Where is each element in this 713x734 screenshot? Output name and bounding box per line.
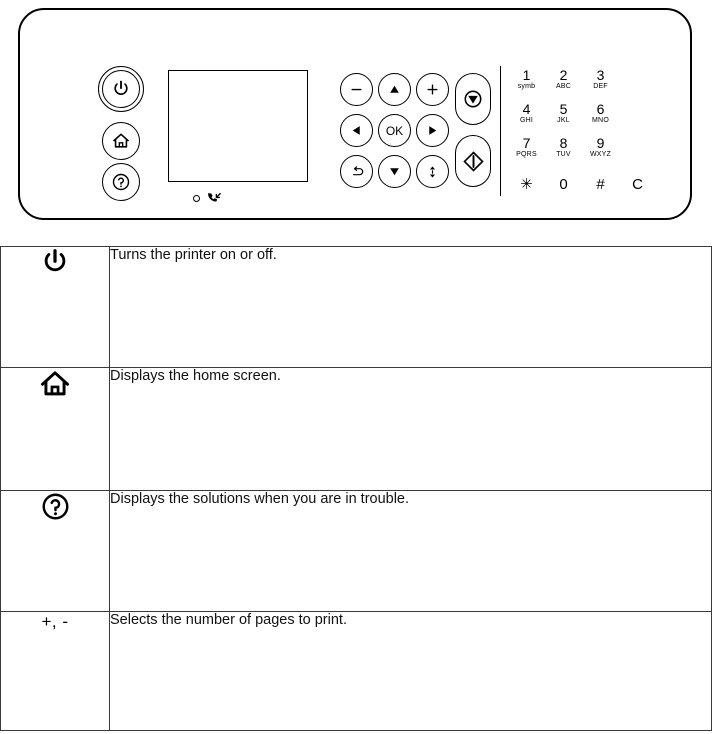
table-row	[1, 247, 712, 368]
keypad-digit: 3	[596, 67, 605, 83]
arrow-right-icon	[426, 124, 439, 137]
arrow-up-icon	[388, 83, 401, 96]
arrow-left-button[interactable]	[340, 114, 373, 147]
phone-received-icon	[205, 190, 222, 206]
home-button[interactable]	[102, 122, 140, 160]
home-icon	[111, 131, 131, 151]
lcd-display	[168, 70, 308, 182]
switch-button[interactable]	[416, 155, 449, 188]
keypad-row	[508, 68, 658, 102]
keypad-digit: 6	[596, 101, 605, 117]
table-description-cell: Displays the home screen.	[110, 368, 712, 491]
numeric-keypad	[508, 68, 658, 198]
keypad-key-clear[interactable]: C	[632, 175, 643, 193]
table-description-cell: Displays the solutions when you are in trouble.	[110, 491, 712, 612]
table-row	[1, 491, 712, 612]
arrow-right-button[interactable]	[416, 114, 449, 147]
stop-icon	[462, 88, 484, 110]
keypad-key-4[interactable]	[508, 102, 545, 136]
arrow-up-button[interactable]	[378, 73, 411, 106]
keypad-digit: 5	[559, 101, 568, 117]
keypad-symbol-row	[508, 170, 658, 198]
keypad-letters: PQRS	[516, 151, 537, 158]
button-description-table	[0, 246, 712, 731]
keypad-key-3[interactable]	[582, 68, 619, 102]
table-icon-cell	[1, 491, 110, 612]
keypad-digit: 8	[559, 135, 568, 151]
keypad-key-0[interactable]: 0	[559, 175, 568, 193]
table-icon-cell	[1, 612, 110, 731]
keypad-letters: GHI	[519, 117, 534, 124]
stop-button[interactable]	[455, 73, 491, 125]
table-description-cell: Turns the printer on or off.	[110, 247, 712, 368]
table-icon-cell	[1, 368, 110, 491]
keypad-digit: 4	[522, 101, 531, 117]
keypad-divider	[500, 66, 501, 196]
plus-icon	[425, 82, 440, 97]
arrow-down-icon	[388, 165, 401, 178]
home-icon	[39, 368, 71, 400]
back-button[interactable]	[340, 155, 373, 188]
help-button[interactable]	[102, 163, 140, 201]
table-row	[1, 612, 712, 731]
arrow-down-button[interactable]	[378, 155, 411, 188]
start-icon	[462, 150, 485, 173]
table-row	[1, 368, 712, 491]
keypad-key-8[interactable]	[545, 136, 582, 170]
plus-button[interactable]	[416, 73, 449, 106]
fax-status-indicator	[193, 190, 222, 206]
keypad-key-asterisk[interactable]: ✳	[520, 175, 533, 193]
power-icon	[40, 247, 70, 277]
keypad-key-1[interactable]	[508, 68, 545, 102]
keypad-letters: symb	[517, 83, 536, 90]
plus-minus-label: +, -	[41, 612, 69, 631]
start-button[interactable]	[455, 135, 491, 187]
control-panel-figure	[0, 0, 713, 240]
keypad-letters: DEF	[593, 83, 608, 90]
keypad-letters: JKL	[557, 117, 570, 124]
keypad-letters: MNO	[592, 117, 609, 124]
keypad-row	[508, 102, 658, 136]
power-button[interactable]	[102, 70, 140, 108]
keypad-digit: 1	[522, 67, 531, 83]
switch-arrows-icon	[425, 164, 440, 180]
power-icon	[111, 79, 131, 99]
keypad-key-2[interactable]	[545, 68, 582, 102]
keypad-key-hash[interactable]: #	[596, 175, 605, 193]
keypad-letters: WXYZ	[589, 151, 612, 158]
keypad-letters: TUV	[556, 151, 571, 158]
minus-icon	[349, 82, 364, 97]
status-led	[193, 195, 200, 202]
keypad-digit: 9	[596, 135, 605, 151]
keypad-key-7[interactable]	[508, 136, 545, 170]
navigation-key-cluster	[340, 73, 456, 189]
keypad-key-6[interactable]	[582, 102, 619, 136]
arrow-left-icon	[350, 124, 363, 137]
help-icon	[40, 491, 71, 522]
keypad-digit: 2	[559, 67, 568, 83]
keypad-row	[508, 136, 658, 170]
keypad-key-5[interactable]	[545, 102, 582, 136]
table-description-cell: Selects the number of pages to print.	[110, 612, 712, 731]
help-icon	[111, 172, 131, 192]
ok-button-label: OK	[385, 123, 404, 138]
table-icon-cell	[1, 247, 110, 368]
ok-button[interactable]	[378, 114, 411, 147]
minus-button[interactable]	[340, 73, 373, 106]
keypad-digit: 7	[522, 135, 531, 151]
back-arrow-icon	[349, 164, 365, 180]
keypad-letters: ABC	[556, 83, 571, 90]
keypad-key-9[interactable]	[582, 136, 619, 170]
